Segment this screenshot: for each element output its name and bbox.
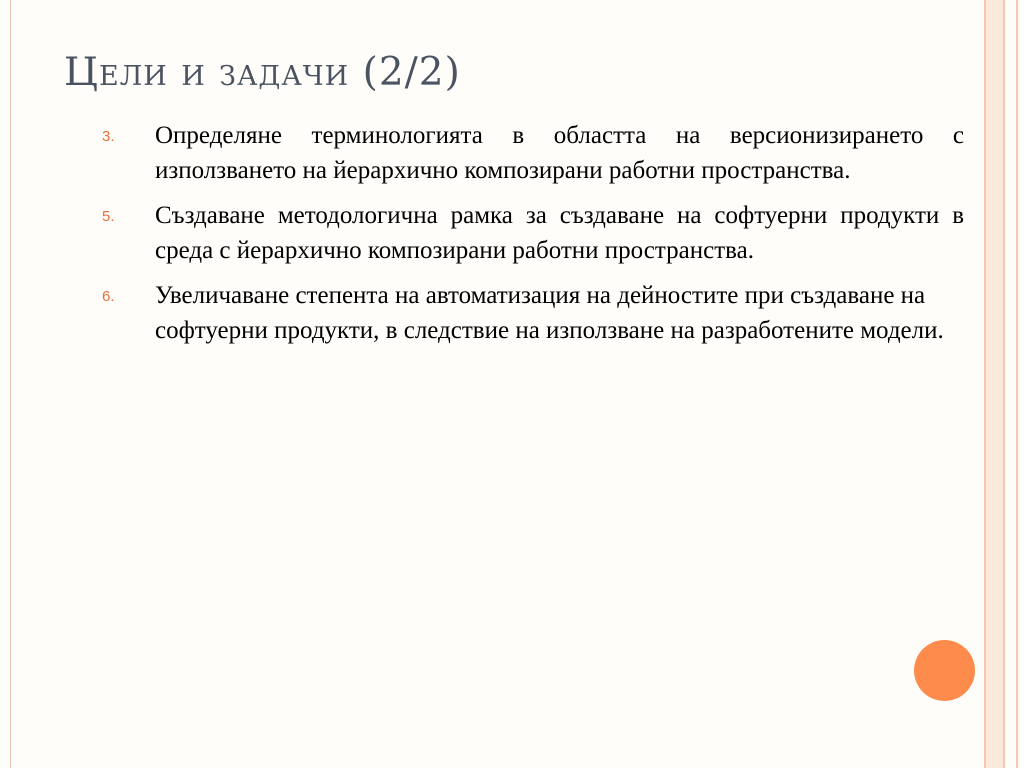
list-item-text: Създаване методологична рамка за създаване на софтуерни продукти в среда с йерархично композирани работни пространства. xyxy=(155,202,964,264)
list-item xyxy=(98,118,964,188)
frame-band-right xyxy=(986,0,1003,768)
list-item-number: 6. xyxy=(102,288,115,305)
frame-line-left xyxy=(10,0,11,768)
list-item-number: 3. xyxy=(102,128,115,145)
list-item xyxy=(98,278,964,348)
decorative-circle xyxy=(914,640,975,701)
list-item-number: 5. xyxy=(102,208,115,225)
list-item-text: Определяне терминологията в областта на версионизирането с използването на йерархично композирани работни пространства. xyxy=(155,122,964,184)
slide-title: Цели и задачи (2/2) xyxy=(64,50,461,95)
objectives-list xyxy=(98,118,964,358)
list-item-text: Увеличаване степента на автоматизация на дейностите при създаване на софтуерни продукти, в следствие на използване на разработените модели. xyxy=(155,282,944,344)
frame-line-right xyxy=(1003,0,1005,768)
list-item xyxy=(98,198,964,268)
frame-line-right xyxy=(984,0,986,768)
frame-line-right xyxy=(1016,0,1018,768)
